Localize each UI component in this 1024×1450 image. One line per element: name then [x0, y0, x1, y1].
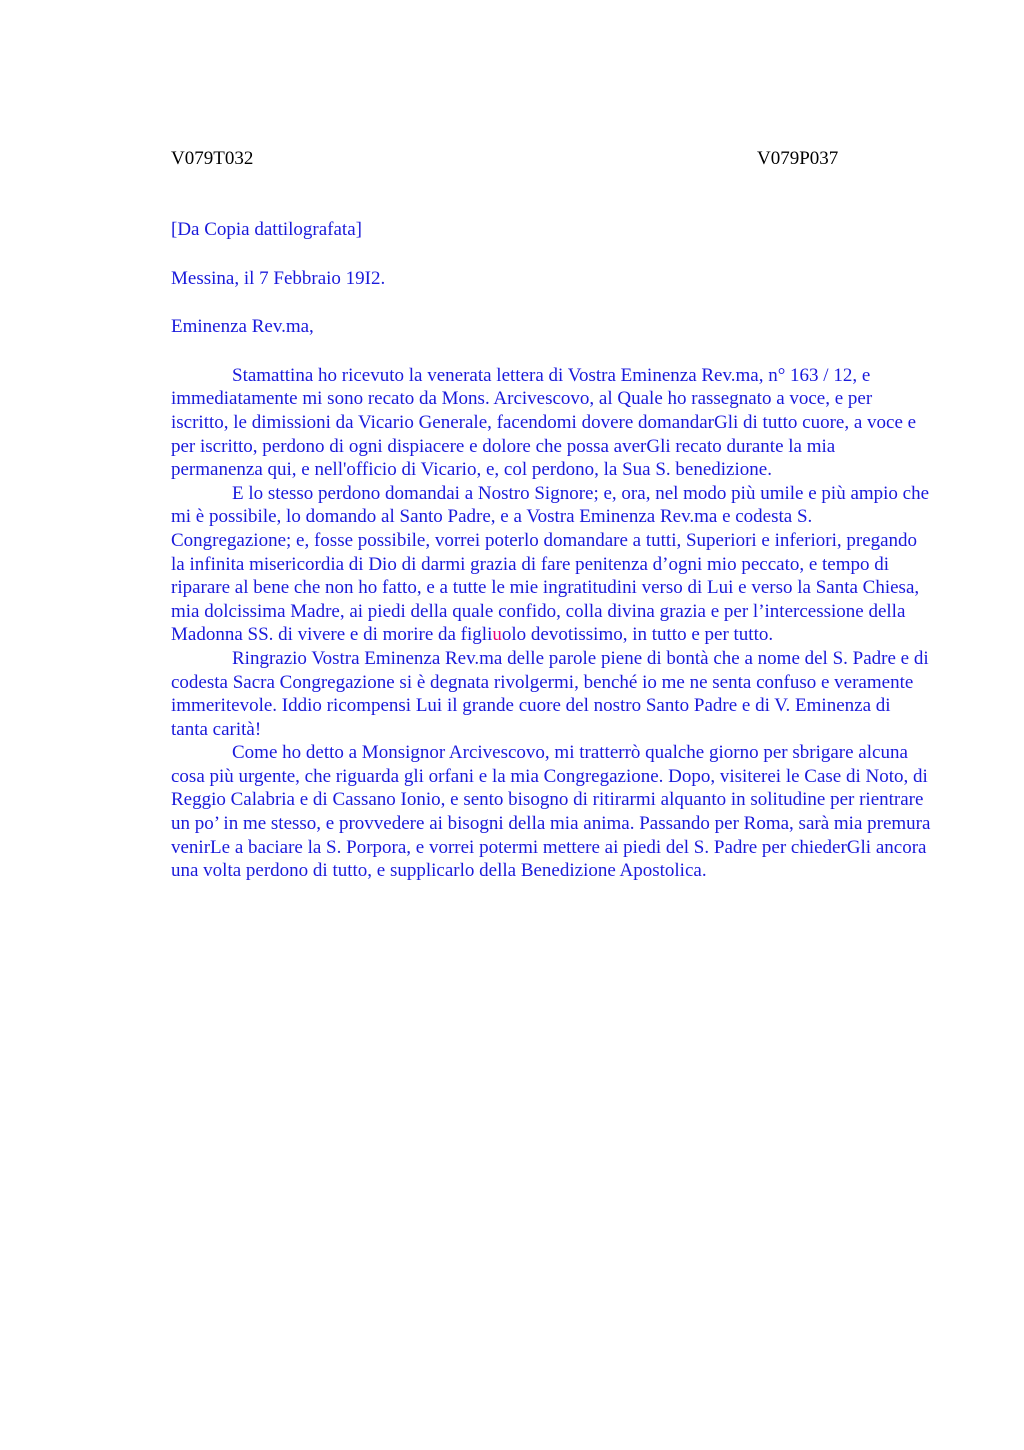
place-date: Messina, il 7 Febbraio 19I2. — [171, 267, 386, 289]
paragraph-4: Come ho detto a Monsignor Arcivescovo, mi tratterrò qualche giorno per sbrigare alcuna cosa più urgente, che riguarda gli orfani e la mia Congregazione. Dopo, visiterei le Case di Noto, di Reggio Calabria e di Cassano Ionio, e sento bisogno di ritirarmi alquanto in solitudine per rientrare un po’ in me stesso, e provvedere ai bisogni della mia anima. Passando per Roma, sarà mia premura venirLe a baciare la S. Porpora, e vorrei potermi mettere ai piedi del S. Padre per chiederGli ancora una volta perdono di tutto, e supplicarlo della Benedizione Apostolica. — [171, 742, 931, 882]
source-note: [Da Copia dattilografata] — [171, 219, 362, 240]
paragraph-2 — [171, 482, 931, 647]
document-code-right: V079P037 — [757, 148, 839, 169]
paragraph-2-text-after: olo devotissimo, in tutto e per tutto. — [501, 624, 774, 646]
paragraph-3: Ringrazio Vostra Eminenza Rev.ma delle parole piene di bontà che a nome del S. Padre e di codesta Sacra Congregazione si è degnata rivolgermi, benché io me ne senta confuso e veramente immeritevole. Iddio ricompensi Lui il grande cuore del nostro Santo Padre e di V. Eminenza di tanta carità! — [171, 647, 929, 740]
letter-body — [171, 218, 931, 883]
paragraph-1: Stamattina ho ricevuto la venerata lettera di Vostra Eminenza Rev.ma, n° 163 / 12, e immediatamente mi sono recato da Mons. Arcivescovo, al Quale ho rassegnato a voce, e per iscritto, le dimissioni da Vicario Generale, facendomi dovere domandarGli di tutto cuore, a voce e per iscritto, perdono di ogni dispiacere e dolore che possa averGli recato durante la mia permanenza qui, e nell'officio di Vicario, e, col perdono, la Sua S. benedizione. — [171, 364, 917, 481]
highlighted-letter: u — [492, 624, 502, 646]
paragraph-2-text-before: E lo stesso perdono domandai a Nostro Signore; e, ora, nel modo più umile e più ampio che mi è possibile, lo domando al Santo Padre, e a Vostra Eminenza Rev.ma e codesta S. Congregazione; e, fosse possibile, vorrei poterlo domandare a tutti, Superiori e inferiori, pregando la infinita misericordia di Dio di darmi grazia di fare penitenza d’ogni mio peccato, e tempo di riparare al bene che non ho fatto, e a tutte le mie ingratitudini verso di Lui e verso la Santa Chiesa, mia dolcissima Madre, ai piedi della quale confido, colla divina grazia e per l’intercessione della Madonna SS. di vivere e di morire da figli — [171, 482, 930, 646]
document-code-left: V079T032 — [171, 148, 254, 169]
salutation: Eminenza Rev.ma, — [171, 316, 314, 338]
